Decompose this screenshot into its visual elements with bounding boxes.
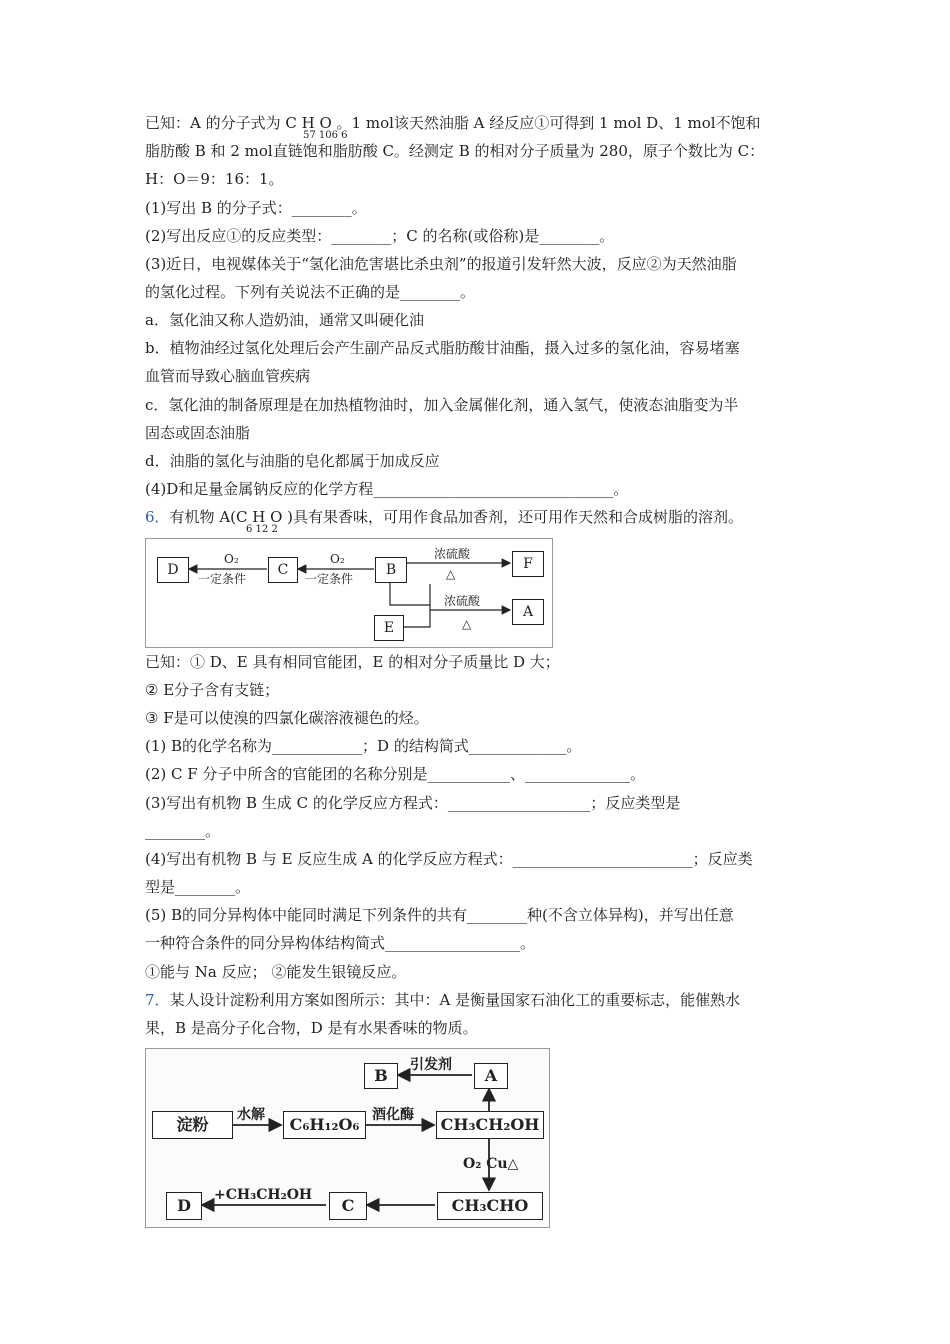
compound-d-box: D <box>157 557 189 583</box>
q6-stem-text: 有机物 A(C H O )具有果香味，可用作食品加香剂，还可用作天然和合成树脂的溶剂。 <box>169 508 744 526</box>
q7-number: 7． <box>145 991 170 1009</box>
q7-stem-line-2: 果，B 是高分子化合物，D 是有水果香味的物质。 <box>145 1019 478 1037</box>
compound-c-box: C <box>329 1192 367 1220</box>
q5-part-3-line-1: (3)近日，电视媒体关于“氢化油危害堪比杀虫剂”的报道引发轩然大波，反应②为天然油脂 <box>145 255 737 273</box>
compound-a-box: A <box>512 599 544 625</box>
q5-option-d: d．油脂的氢化与油脂的皂化都属于加成反应 <box>145 452 440 470</box>
initiator-label: 引发剂 <box>410 1057 452 1073</box>
q5-given-line-1: 已知：A 的分子式为 C H O 。1 mol该天然油脂 A 经反应①可得到 1 mol D、1 mol不饱和 <box>145 114 761 132</box>
acid-label-1: 浓硫酸 <box>434 547 471 561</box>
hydrolysis-label: 水解 <box>237 1107 265 1123</box>
q5-given-line-3: H：O＝9：16：1。 <box>145 170 284 188</box>
q5-part-3-line-2: 的氢化过程。下列有关说法不正确的是________。 <box>145 283 476 301</box>
compound-c-box: C <box>268 557 298 583</box>
q5-part-1: (1)写出 B 的分子式：________。 <box>145 199 367 217</box>
oxygen-label-2: O₂ <box>330 552 345 566</box>
compound-b-box: B <box>375 557 407 583</box>
q6-formula-subscript: 6 12 2 <box>246 524 278 535</box>
q5-part-4: (4)D和足量金属钠反应的化学方程________________________________。 <box>145 480 629 498</box>
q6-part-3-line-1: (3)写出有机物 B 生成 C 的化学反应方程式：___________________；反应类型是 <box>145 794 681 812</box>
ethanol-box: CH₃CH₂OH <box>436 1111 544 1139</box>
acid-label-2: 浓硫酸 <box>444 594 481 608</box>
starch-box: 淀粉 <box>152 1111 233 1139</box>
q5-given-line-2: 脂肪酸 B 和 2 mol直链饱和脂肪酸 C。经测定 B 的相对分子质量为 280，原子个数比为 C： <box>145 142 765 160</box>
q6-part-5-line-2: 一种符合条件的同分异构体结构简式__________________。 <box>145 934 536 952</box>
oxidation-condition-label: O₂ Cu△ <box>463 1156 519 1172</box>
q5-option-c-line-1: c．氢化油的制备原理是在加热植物油时，加入金属催化剂，通入氢气，使液态油脂变为半 <box>145 396 739 414</box>
q5-option-b-line-2: 血管而导致心脑血管疾病 <box>145 367 311 385</box>
heat-label-2: △ <box>462 617 472 631</box>
q7-stem-line-1 <box>145 990 810 1010</box>
compound-f-box: F <box>512 551 544 577</box>
q5-option-a: a．氢化油又称人造奶油，通常又叫硬化油 <box>145 311 424 329</box>
q6-reaction-diagram <box>145 538 553 648</box>
q5-option-c-line-2: 固态或固态油脂 <box>145 424 251 442</box>
q6-known-3: ③ F是可以使溴的四氯化碳溶液褪色的烃。 <box>145 709 429 727</box>
q6-part-2: (2) C F 分子中所含的官能团的名称分别是___________、______________。 <box>145 765 645 783</box>
q6-part-1: (1) B的化学名称为____________；D 的结构简式_____________。 <box>145 737 582 755</box>
condition-label-1: 一定条件 <box>198 572 247 586</box>
acetaldehyde-box: CH₃CHO <box>437 1192 543 1220</box>
q5-part-2: (2)写出反应①的反应类型：________；C 的名称(或俗称)是________。 <box>145 227 615 245</box>
q7-reaction-diagram <box>145 1048 550 1228</box>
compound-e-box: E <box>374 615 404 641</box>
add-ethanol-label: +CH₃CH₂OH <box>214 1187 313 1203</box>
q7-stem-text: 某人设计淀粉利用方案如图所示：其中：A 是衡量国家石油化工的重要标志，能催熟水 <box>169 991 741 1009</box>
q6-part-5-line-1: (5) B的同分异构体中能同时满足下列条件的共有________种(不含立体异构)，并写出任意 <box>145 906 734 924</box>
q6-part-5-conditions: ①能与 Na 反应； ②能发生银镜反应。 <box>145 963 407 981</box>
q5-option-b-line-1: b．植物油经过氢化处理后会产生副产品反式脂肪酸甘油酯，摄入过多的氢化油，容易堵塞 <box>145 339 740 357</box>
q6-known-1: 已知：① D、E 具有相同官能团，E 的相对分子质量比 D 大； <box>145 653 560 671</box>
compound-b-box: B <box>364 1063 398 1089</box>
q6-part-4-line-2: 型是________。 <box>145 878 251 896</box>
compound-d-box: D <box>166 1192 202 1220</box>
compound-a-box: A <box>474 1063 508 1089</box>
q6-number: 6． <box>145 508 170 526</box>
zymase-label: 酒化酶 <box>372 1107 414 1123</box>
q6-diagram-arrows <box>146 539 552 647</box>
q6-stem <box>145 507 810 527</box>
q5-formula-subscript: 57 106 6 <box>303 130 348 141</box>
q6-part-3-line-2: ________。 <box>145 822 221 840</box>
heat-label-1: △ <box>446 567 456 581</box>
q6-known-2: ② E分子含有支链； <box>145 681 280 699</box>
condition-label-2: 一定条件 <box>305 572 354 586</box>
oxygen-label-1: O₂ <box>224 552 239 566</box>
q6-part-4-line-1: (4)写出有机物 B 与 E 反应生成 A 的化学反应方程式：________________________；反应类 <box>145 850 753 868</box>
glucose-box: C₆H₁₂O₆ <box>283 1111 366 1139</box>
